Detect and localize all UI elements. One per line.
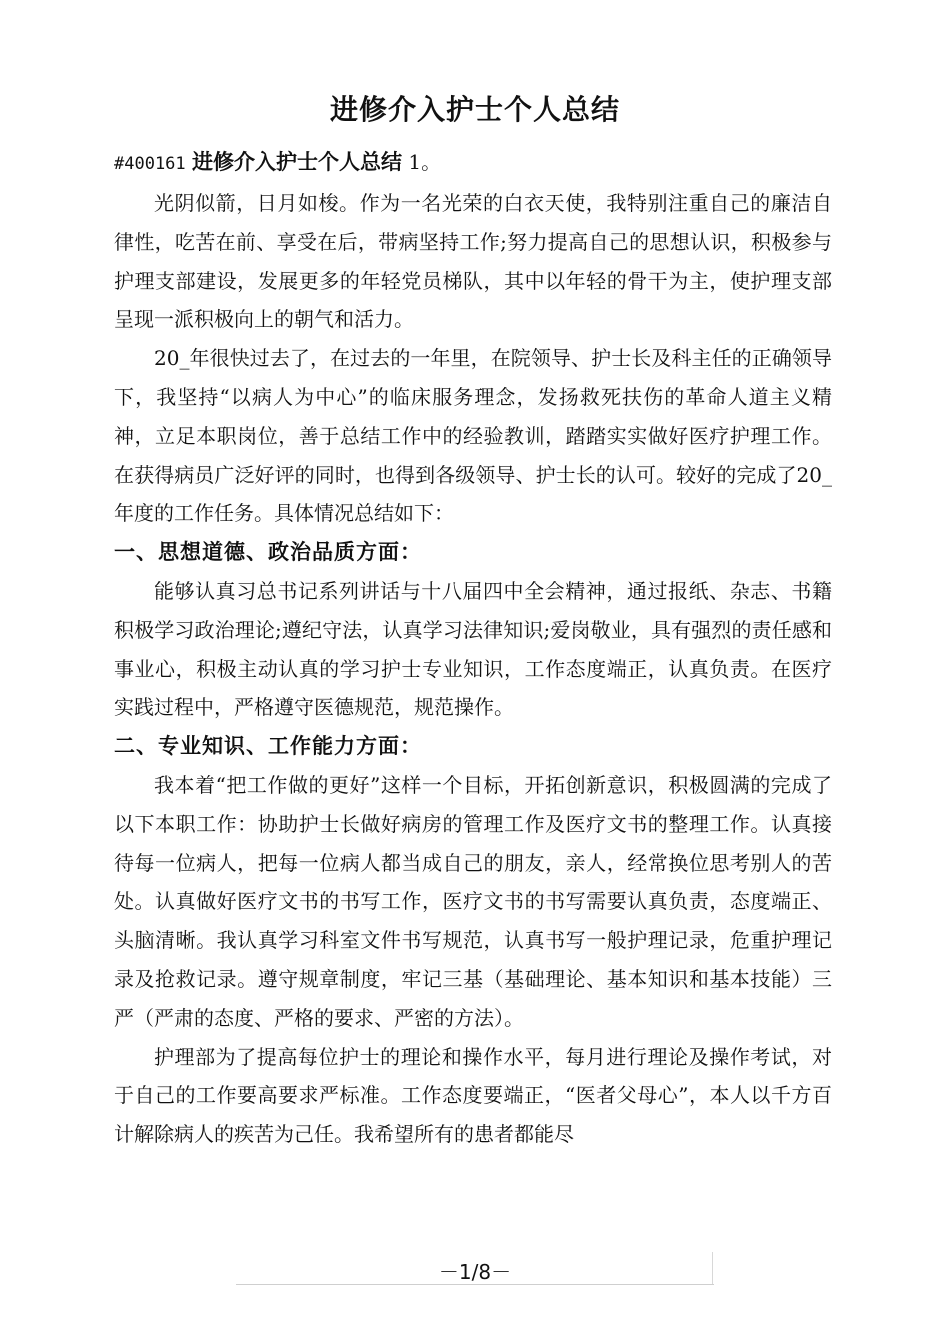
paragraph-training: 护理部为了提高每位护士的理论和操作水平，每月进行理论及操作考试，对于自己的工作要高要求严标准。工作态度要端正，“医者父母心”，本人以千方百计解除病人的疾苦为己任。我希望所有的患者都能尽 (114, 1044, 832, 1147)
document-subtitle (114, 146, 441, 176)
section-heading-professional: 二、专业知识、工作能力方面： (114, 734, 422, 759)
subtitle-number: #400161 (114, 154, 186, 174)
paragraph-year-summary: 20_年很快过去了，在过去的一年里，在院领导、护士长及科主任的正确领导下，我坚持“以病人为中心”的临床服务理念，发扬救死扶伤的革命人道主义精神，立足本职岗位，善于总结工作中的经验教训，踏踏实实做好医疗护理工作。在获得病员广泛好评的同时，也得到各级领导、护士长的认可。较好的完成了20_年度的工作任务。具体情况总结如下： (114, 346, 832, 526)
page-number: －1/8－ (438, 1260, 512, 1284)
document-title: 进修介入护士个人总结 (329, 93, 620, 126)
subtitle-suffix: 1。 (408, 150, 442, 174)
paragraph-intro: 光阴似箭，日月如梭。作为一名光荣的白衣天使，我特别注重自己的廉洁自律性，吃苦在前、享受在后，带病坚持工作;努力提高自己的思想认识，积极参与护理支部建设，发展更多的年轻党员梯队，其中以年轻的骨干为主，使护理支部呈现一派积极向上的朝气和活力。 (114, 191, 832, 332)
section-heading-ideology: 一、思想道德、政治品质方面： (114, 540, 422, 565)
document-body (114, 184, 832, 1154)
subtitle-text: 进修介入护士个人总结 (192, 150, 403, 174)
paragraph-ideology: 能够认真习总书记系列讲话与十八届四中全会精神，通过报纸、杂志、书籍积极学习政治理论;遵纪守法，认真学习法律知识;爱岗敬业，具有强烈的责任感和事业心，积极主动认真的学习护士专业知识，工作态度端正，认真负责。在医疗实践过程中，严格遵守医德规范，规范操作。 (114, 578, 832, 720)
paragraph-professional: 我本着“把工作做的更好”这样一个目标，开拓创新意识，积极圆满的完成了以下本职工作：协助护士长做好病房的管理工作及医疗文书的整理工作。认真接待每一位病人，把每一位病人都当成自己的朋友，亲人，经常换位思考别人的苦处。认真做好医疗文书的书写工作，医疗文书的书写需要认真负责，态度端正、头脑清晰。我认真学习科室文件书写规范，认真书写一般护理记录，危重护理记录及抢救记录。遵守规章制度，牢记三基（基础理论、基本知识和基本技能）三严（严肃的态度、严格的要求、严密的方法）。 (114, 772, 832, 1030)
